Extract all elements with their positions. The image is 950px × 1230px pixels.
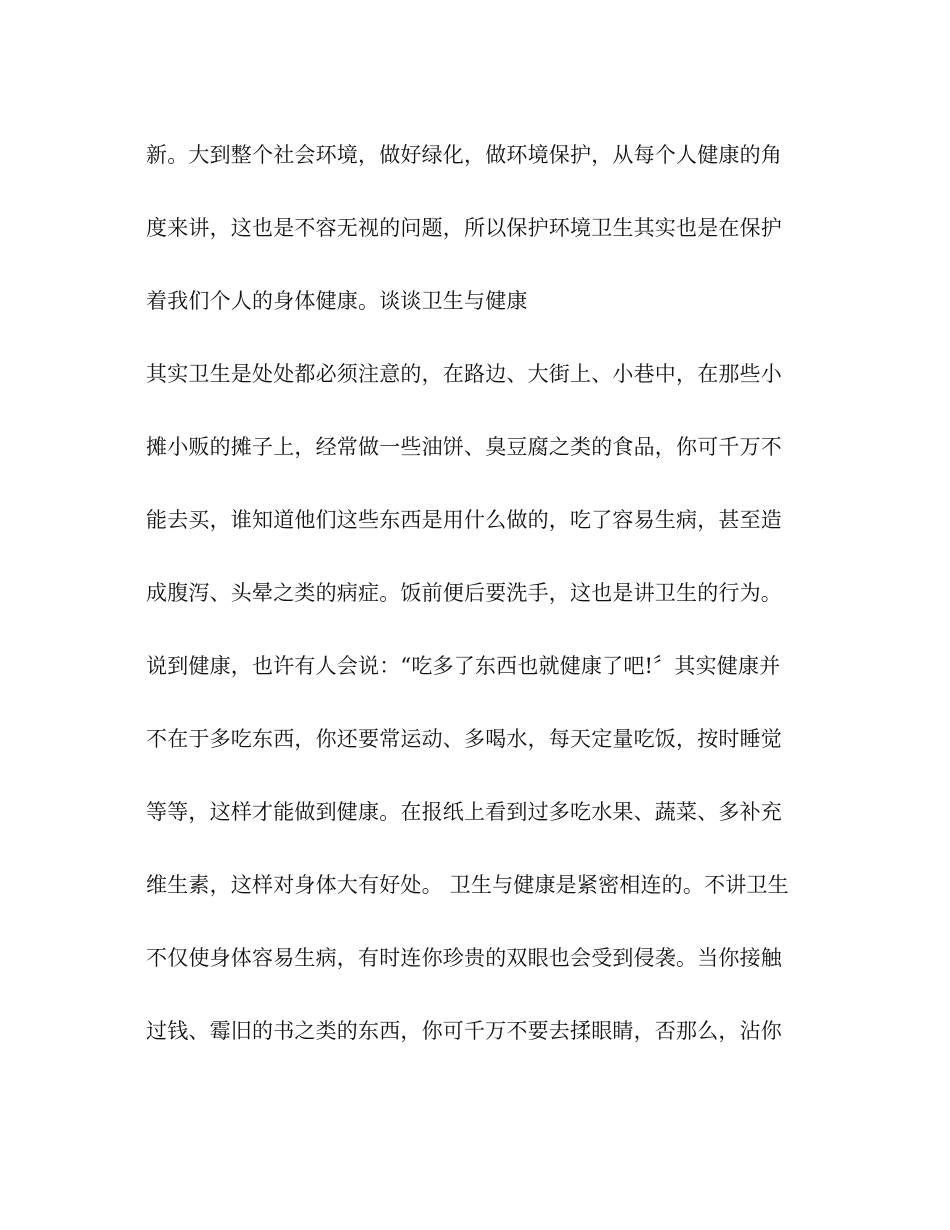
- text-line-9: 不在于多吃东西，你还要常运动、多喝水，每天定量吃饭，按时睡觉: [146, 727, 782, 751]
- text-line-1: 新。大到整个社会环境，做好绿化，做环境保护，从每个人健康的角: [146, 143, 782, 167]
- text-line-12: 不仅使身体容易生病，有时连你珍贵的双眼也会受到侵袭。当你接触: [146, 946, 782, 970]
- text-line-11: 维生素，这样对身体大有好处。 卫生与健康是紧密相连的。不讲卫生: [146, 873, 789, 897]
- text-line-13: 过钱、霉旧的书之类的东西，你可千万不要去揉眼睛，否那么，沾你: [146, 1019, 782, 1043]
- text-line-6: 能去买，谁知道他们这些东西是用什么做的，吃了容易生病，甚至造: [146, 508, 782, 532]
- text-line-4: 其实卫生是处处都必须注意的，在路边、大街上、小巷中，在那些小: [146, 362, 782, 386]
- text-line-5: 摊小贩的摊子上，经常做一些油饼、臭豆腐之类的食品，你可千万不: [146, 435, 782, 459]
- text-line-10: 等等，这样才能做到健康。在报纸上看到过多吃水果、蔬菜、多补充: [146, 800, 782, 824]
- text-line-8: 说到健康，也许有人会说：“吃多了东西也就健康了吧!〞其实健康并: [146, 654, 781, 678]
- document-body: [146, 133, 811, 1082]
- text-line-7: 成腹泻、头晕之类的病症。饭前便后要洗手，这也是讲卫生的行为。: [146, 581, 782, 605]
- text-line-2: 度来讲，这也是不容无视的问题，所以保护环境卫生其实也是在保护: [146, 216, 782, 240]
- text-line-3: 着我们个人的身体健康。谈谈卫生与健康: [146, 289, 528, 313]
